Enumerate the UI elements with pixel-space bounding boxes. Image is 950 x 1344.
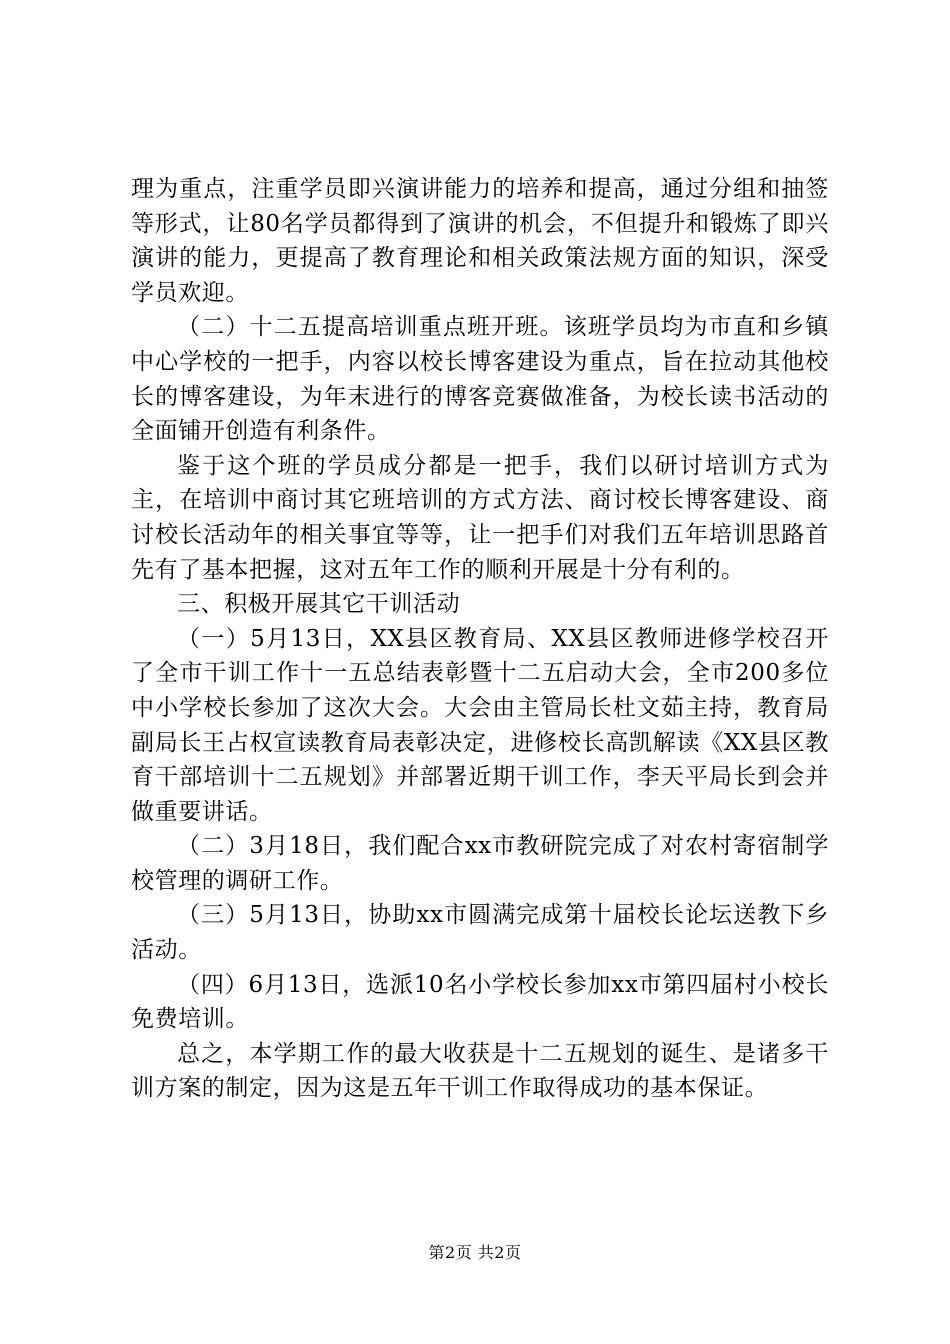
paragraph-continued: 理为重点，注重学员即兴演讲能力的培养和提高，通过分组和抽签等形式，让80名学员都得到了演讲的机会，不但提升和锻炼了即兴演讲的能力，更提高了教育理论和相关政策法规方面的知识，深受学员欢迎。 (131, 176, 829, 306)
paragraph-item-1: （一）5月13日，XX县区教育局、XX县区教师进修学校召开了全市干训工作十一五总结表彰暨十二五启动大会，全市200多位中小学校长参加了这次大会。大会由主管局长杜文茹主持，教育局副局长王占权宣读教育局表彰决定，进修校长高凯解读《XX县区教育干部培训十二五规划》并部署近期干训工作，李天平局长到会并做重要讲话。 (131, 625, 829, 825)
paragraph-item-2: （二）3月18日，我们配合xx市教研院完成了对农村寄宿制学校管理的调研工作。 (131, 833, 829, 894)
paragraph-seminar-method: 鉴于这个班的学员成分都是一把手，我们以研讨培训方式为主，在培训中商讨其它班培训的方式方法、商讨校长博客建设、商讨校长活动年的相关事宜等等，让一把手们对我们五年培训思路首先有了基本把握，这对五年工作的顺利开展是十分有利的。 (131, 452, 829, 583)
section-heading-other-activities: 三、积极开展其它干训活动 (177, 591, 461, 618)
paragraph-key-class: （二）十二五提高培训重点班开班。该班学员均为市直和乡镇中心学校的一把手，内容以校长博客建设为重点，旨在拉动其他校长的博客建设，为年末进行的博客竞赛做准备，为校长读书活动的全面铺开创造有利条件。 (131, 314, 829, 445)
page-number-footer: 第2页 共2页 (428, 1243, 522, 1262)
document-body (131, 172, 829, 1106)
paragraph-summary: 总之，本学期工作的最大收获是十二五规划的诞生、是诸多干训方案的制定，因为这是五年干训工作取得成功的基本保证。 (131, 1040, 829, 1102)
paragraph-item-4: （四）6月13日，选派10名小学校长参加xx市第四届村小校长免费培训。 (131, 971, 829, 1033)
paragraph-item-3: （三）5月13日，协助xx市圆满完成第十届校长论坛送教下乡活动。 (131, 902, 829, 964)
